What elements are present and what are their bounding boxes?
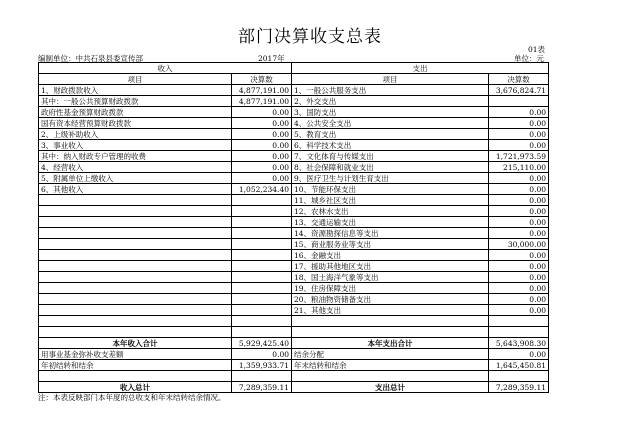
income-amount	[232, 327, 292, 338]
income-item: 国有资本经营预算财政拨款	[39, 118, 232, 129]
table-row	[39, 349, 549, 360]
expense-item: 18、国土海洋气象等支出	[292, 272, 489, 283]
expense-item: 13、交通运输支出	[292, 217, 489, 228]
income-amount: 0.00	[232, 118, 292, 129]
income-item	[39, 371, 232, 382]
table-row	[39, 371, 549, 382]
expense-amount: 0.00	[489, 217, 549, 228]
summary-table	[38, 62, 549, 393]
expense-item: 15、商业服务业等支出	[292, 239, 489, 250]
income-item	[39, 316, 232, 327]
year-income-total-value: 5,929,425.40	[232, 338, 292, 349]
income-amount	[232, 316, 292, 327]
year-expense-total-value: 5,643,908.30	[489, 338, 549, 349]
expense-amount: 0.00	[489, 261, 549, 272]
expense-amount: 0.00	[489, 107, 549, 118]
expense-amount: 0.00	[489, 250, 549, 261]
expense-item: 7、文化体育与传媒支出	[292, 151, 489, 162]
income-amount: 0.00	[232, 140, 292, 151]
expense-amount-header: 决算数	[489, 74, 549, 85]
table-row	[39, 305, 549, 316]
expense-item: 3、国防支出	[292, 107, 489, 118]
income-amount	[232, 305, 292, 316]
expense-amount: 1,645,450.81	[489, 360, 549, 371]
income-amount	[232, 272, 292, 283]
expense-item: 12、农林水支出	[292, 206, 489, 217]
income-amount	[232, 261, 292, 272]
expense-total-value: 7,289,359.11	[489, 382, 549, 393]
income-item: 其中：纳入财政专户管理的收费	[39, 151, 232, 162]
table-row	[39, 195, 549, 206]
income-amount: 1,052,234.40	[232, 184, 292, 195]
income-item: 3、事业收入	[39, 140, 232, 151]
expense-amount: 0.00	[489, 129, 549, 140]
expense-amount: 30,000.00	[489, 239, 549, 250]
expense-amount: 0.00	[489, 195, 549, 206]
income-item	[39, 327, 232, 338]
income-item	[39, 305, 232, 316]
section-header-row	[39, 63, 549, 74]
currency-unit: 单位：元	[514, 54, 544, 63]
income-item: 2、上级补助收入	[39, 129, 232, 140]
income-section-header: 收入	[39, 63, 292, 74]
income-total-value: 7,289,359.11	[232, 382, 292, 393]
expense-item: 14、资源勘探信息等支出	[292, 228, 489, 239]
income-item	[39, 195, 232, 206]
expense-amount: 3,676,824.71	[489, 85, 549, 96]
table-row	[39, 129, 549, 140]
table-row	[39, 228, 549, 239]
expense-amount: 0.00	[489, 118, 549, 129]
expense-item: 20、粮油物资储备支出	[292, 294, 489, 305]
expense-amount: 0.00	[489, 294, 549, 305]
table-row	[39, 96, 549, 107]
expense-item	[292, 371, 489, 382]
income-item: 6、其他收入	[39, 184, 232, 195]
report-year: 2017年	[258, 54, 285, 63]
table-row	[39, 239, 549, 250]
income-amount: 1,359,933.71	[232, 360, 292, 371]
income-item: 政府性基金预算财政拨款	[39, 107, 232, 118]
table-row	[39, 151, 549, 162]
expense-amount	[489, 327, 549, 338]
expense-amount	[489, 371, 549, 382]
expense-item: 年末结转和结余	[292, 360, 489, 371]
expense-amount	[489, 96, 549, 107]
income-item	[39, 217, 232, 228]
expense-amount: 0.00	[489, 140, 549, 151]
income-item	[39, 261, 232, 272]
expense-section-header: 支出	[292, 63, 549, 74]
income-amount	[232, 217, 292, 228]
expense-item: 16、金融支出	[292, 250, 489, 261]
expense-item: 21、其他支出	[292, 305, 489, 316]
footnote: 注：本表反映部门本年度的总收支和年末结转结余情况。	[38, 393, 226, 402]
expense-item: 5、教育支出	[292, 129, 489, 140]
income-amount	[232, 195, 292, 206]
expense-item: 结余分配	[292, 349, 489, 360]
income-total-label: 收入总计	[39, 382, 232, 393]
expense-item: 17、援助其他地区支出	[292, 261, 489, 272]
expense-amount: 0.00	[489, 206, 549, 217]
expense-total-label: 支出总计	[292, 382, 489, 393]
income-amount: 4,877,191.00	[232, 96, 292, 107]
expense-amount: 0.00	[489, 228, 549, 239]
income-amount: 0.00	[232, 107, 292, 118]
income-amount	[232, 206, 292, 217]
table-row	[39, 360, 549, 371]
expense-item: 6、科学技术支出	[292, 140, 489, 151]
income-item: 其中：一般公共预算财政拨款	[39, 96, 232, 107]
expense-amount: 215,110.00	[489, 162, 549, 173]
year-total-row	[39, 338, 549, 349]
income-amount	[232, 294, 292, 305]
table-row	[39, 206, 549, 217]
expense-item	[292, 316, 489, 327]
expense-item: 9、医疗卫生与计划生育支出	[292, 173, 489, 184]
table-row	[39, 272, 549, 283]
income-item: 年初结转和结余	[39, 360, 232, 371]
grand-total-row	[39, 382, 549, 393]
expense-item: 11、城乡社区支出	[292, 195, 489, 206]
expense-amount	[489, 316, 549, 327]
income-item	[39, 283, 232, 294]
year-expense-total-label: 本年支出合计	[292, 338, 489, 349]
expense-item: 10、节能环保支出	[292, 184, 489, 195]
income-amount	[232, 228, 292, 239]
income-amount	[232, 250, 292, 261]
expense-amount: 0.00	[489, 184, 549, 195]
income-item	[39, 228, 232, 239]
year-income-total-label: 本年收入合计	[39, 338, 232, 349]
expense-item: 4、公共安全支出	[292, 118, 489, 129]
table-row	[39, 173, 549, 184]
expense-item: 8、社会保障和就业支出	[292, 162, 489, 173]
expense-amount: 1,721,973.59	[489, 151, 549, 162]
page-title: 部门决算收支总表	[238, 27, 382, 47]
table-row	[39, 327, 549, 338]
income-item: 4、经营收入	[39, 162, 232, 173]
expense-item: 2、外交支出	[292, 96, 489, 107]
income-item	[39, 206, 232, 217]
expense-amount: 0.00	[489, 305, 549, 316]
table-row	[39, 85, 549, 96]
table-row	[39, 294, 549, 305]
table-row	[39, 250, 549, 261]
table-row	[39, 283, 549, 294]
income-amount: 0.00	[232, 162, 292, 173]
income-amount: 0.00	[232, 349, 292, 360]
table-row	[39, 107, 549, 118]
table-row	[39, 140, 549, 151]
table-row	[39, 261, 549, 272]
income-item	[39, 239, 232, 250]
table-row	[39, 316, 549, 327]
income-amount: 0.00	[232, 173, 292, 184]
expense-amount: 0.00	[489, 272, 549, 283]
income-amount: 0.00	[232, 151, 292, 162]
table-row	[39, 118, 549, 129]
income-item-header: 项目	[39, 74, 232, 85]
income-item	[39, 294, 232, 305]
income-amount	[232, 239, 292, 250]
income-item	[39, 272, 232, 283]
expense-amount: 0.00	[489, 283, 549, 294]
income-amount-header: 决算数	[232, 74, 292, 85]
income-amount	[232, 371, 292, 382]
income-item: 用事业基金弥补收支差额	[39, 349, 232, 360]
table-row	[39, 184, 549, 195]
income-item: 1、财政拨款收入	[39, 85, 232, 96]
form-number: 01表	[528, 45, 546, 54]
income-amount: 0.00	[232, 129, 292, 140]
compiling-unit: 编制单位：中共石泉县委宣传部	[38, 54, 143, 63]
column-header-row	[39, 74, 549, 85]
expense-item-header: 项目	[292, 74, 489, 85]
income-amount	[232, 283, 292, 294]
expense-item: 1、一般公共服务支出	[292, 85, 489, 96]
table-row	[39, 162, 549, 173]
income-item: 5、附属单位上缴收入	[39, 173, 232, 184]
expense-amount: 0.00	[489, 349, 549, 360]
expense-item: 19、住房保障支出	[292, 283, 489, 294]
income-amount: 4,877,191.00	[232, 85, 292, 96]
table-row	[39, 217, 549, 228]
expense-amount: 0.00	[489, 173, 549, 184]
income-item	[39, 250, 232, 261]
expense-item	[292, 327, 489, 338]
